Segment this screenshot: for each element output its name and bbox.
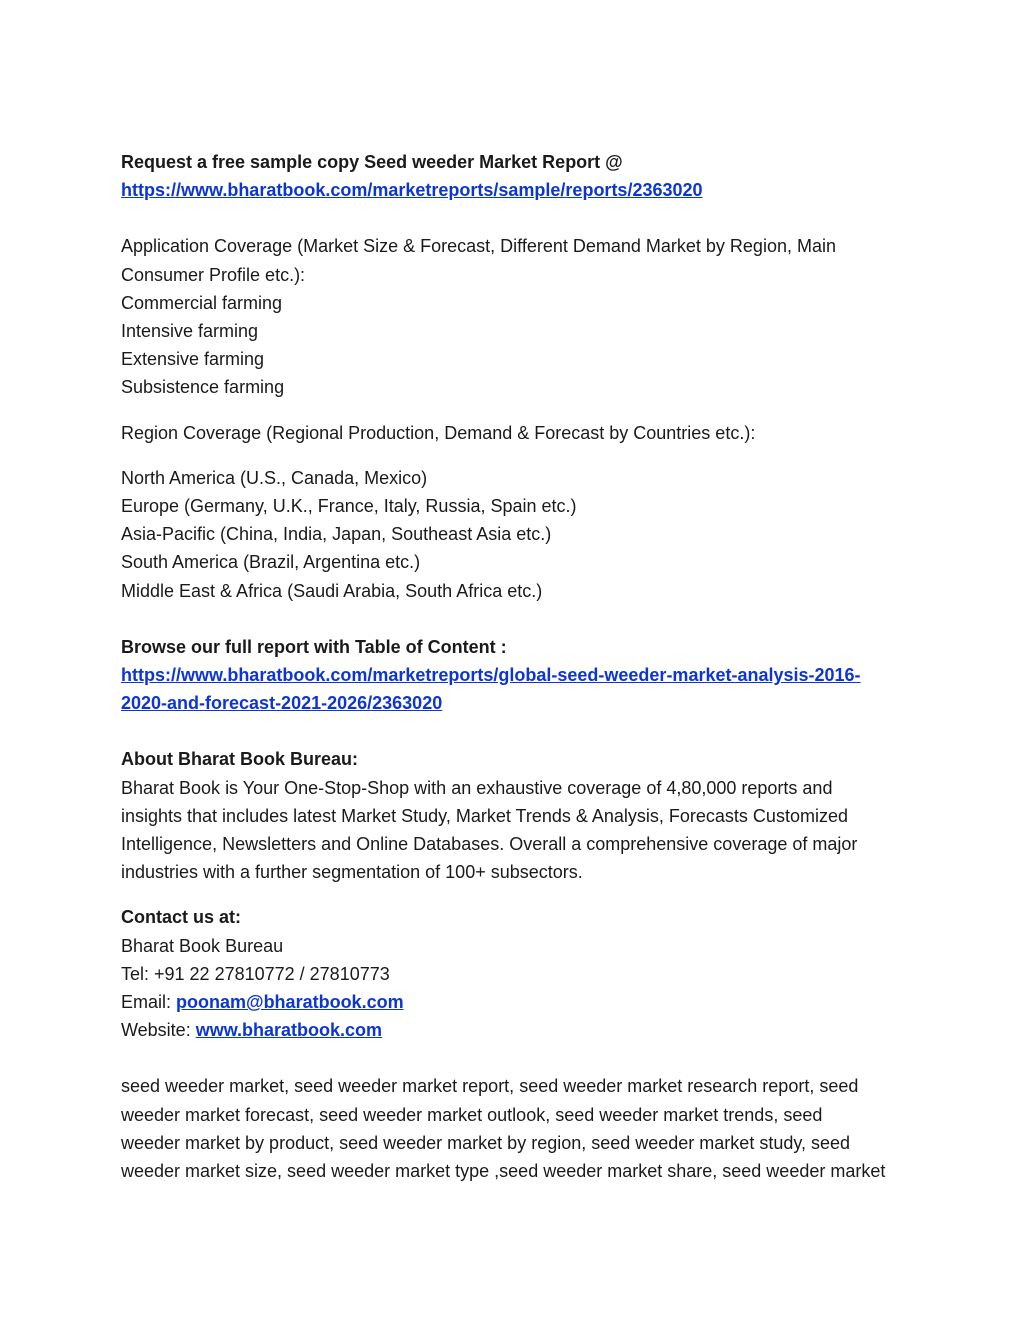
region-item: Europe (Germany, U.K., France, Italy, Russia, Spain etc.) xyxy=(121,496,577,517)
region-item: Asia-Pacific (China, India, Japan, Southeast Asia etc.) xyxy=(121,524,552,545)
application-item: Intensive farming xyxy=(121,321,259,342)
region-heading: Region Coverage (Regional Production, Demand & Forecast by Countries etc.): xyxy=(121,422,756,443)
application-heading-line2: Consumer Profile etc.): xyxy=(121,264,306,285)
application-item: Commercial farming xyxy=(121,292,283,313)
document-content xyxy=(121,148,921,1185)
spacer xyxy=(121,402,921,419)
contact-email-label: Email: xyxy=(121,992,177,1013)
keywords-line: weeder market by product, seed weeder market by region, seed weeder market study, seed xyxy=(121,1132,851,1153)
spacer xyxy=(121,447,921,464)
application-heading-line1: Application Coverage (Market Size & Forecast, Different Demand Market by Region, Main xyxy=(121,236,836,257)
contact-email-link[interactable]: poonam@bharatbook.com xyxy=(176,992,404,1013)
about-heading: About Bharat Book Bureau: xyxy=(121,749,359,770)
application-item: Subsistence farming xyxy=(121,377,285,398)
about-text-line: insights that includes latest Market Study, Market Trends & Analysis, Forecasts Customized xyxy=(121,805,848,826)
application-item: Extensive farming xyxy=(121,349,265,370)
contact-website-row xyxy=(121,1016,921,1044)
spacer xyxy=(121,886,921,903)
spacer xyxy=(121,717,921,745)
keywords-line: weeder market size, seed weeder market type ,seed weeder market share, seed weeder market xyxy=(121,1161,886,1182)
contact-heading: Contact us at: xyxy=(121,907,242,928)
sample-heading: Request a free sample copy Seed weeder Market Report @ xyxy=(121,152,623,172)
sample-report-link[interactable]: https://www.bharatbook.com/marketreports/sample/reports/2363020 xyxy=(121,180,703,201)
spacer xyxy=(121,1044,921,1072)
keywords-line: weeder market forecast, seed weeder market outlook, seed weeder market trends, seed xyxy=(121,1104,823,1125)
full-report-link-line2[interactable]: 2020-and-forecast-2021-2026/2363020 xyxy=(121,693,443,714)
contact-tel: Tel: +91 22 27810772 / 27810773 xyxy=(121,963,390,984)
region-item: North America (U.S., Canada, Mexico) xyxy=(121,467,428,488)
contact-website-label: Website: xyxy=(121,1020,196,1041)
about-text-line: Bharat Book is Your One-Stop-Shop with an exhaustive coverage of 4,80,000 reports and xyxy=(121,777,833,798)
region-item: Middle East & Africa (Saudi Arabia, South Africa etc.) xyxy=(121,580,543,601)
about-text-line: industries with a further segmentation of 100+ subsectors. xyxy=(121,862,583,883)
contact-website-link[interactable]: www.bharatbook.com xyxy=(195,1020,383,1041)
full-report-link-line1[interactable]: https://www.bharatbook.com/marketreports/global-seed-weeder-market-analysis-2016- xyxy=(121,665,861,686)
about-text-line: Intelligence, Newsletters and Online Databases. Overall a comprehensive coverage of major xyxy=(121,834,858,855)
contact-email-row xyxy=(121,988,921,1016)
browse-heading: Browse our full report with Table of Content : xyxy=(121,636,507,657)
spacer xyxy=(121,204,921,232)
keywords-line: seed weeder market, seed weeder market report, seed weeder market research report, seed xyxy=(121,1076,859,1097)
region-item: South America (Brazil, Argentina etc.) xyxy=(121,552,421,573)
spacer xyxy=(121,605,921,633)
contact-company: Bharat Book Bureau xyxy=(121,935,284,956)
